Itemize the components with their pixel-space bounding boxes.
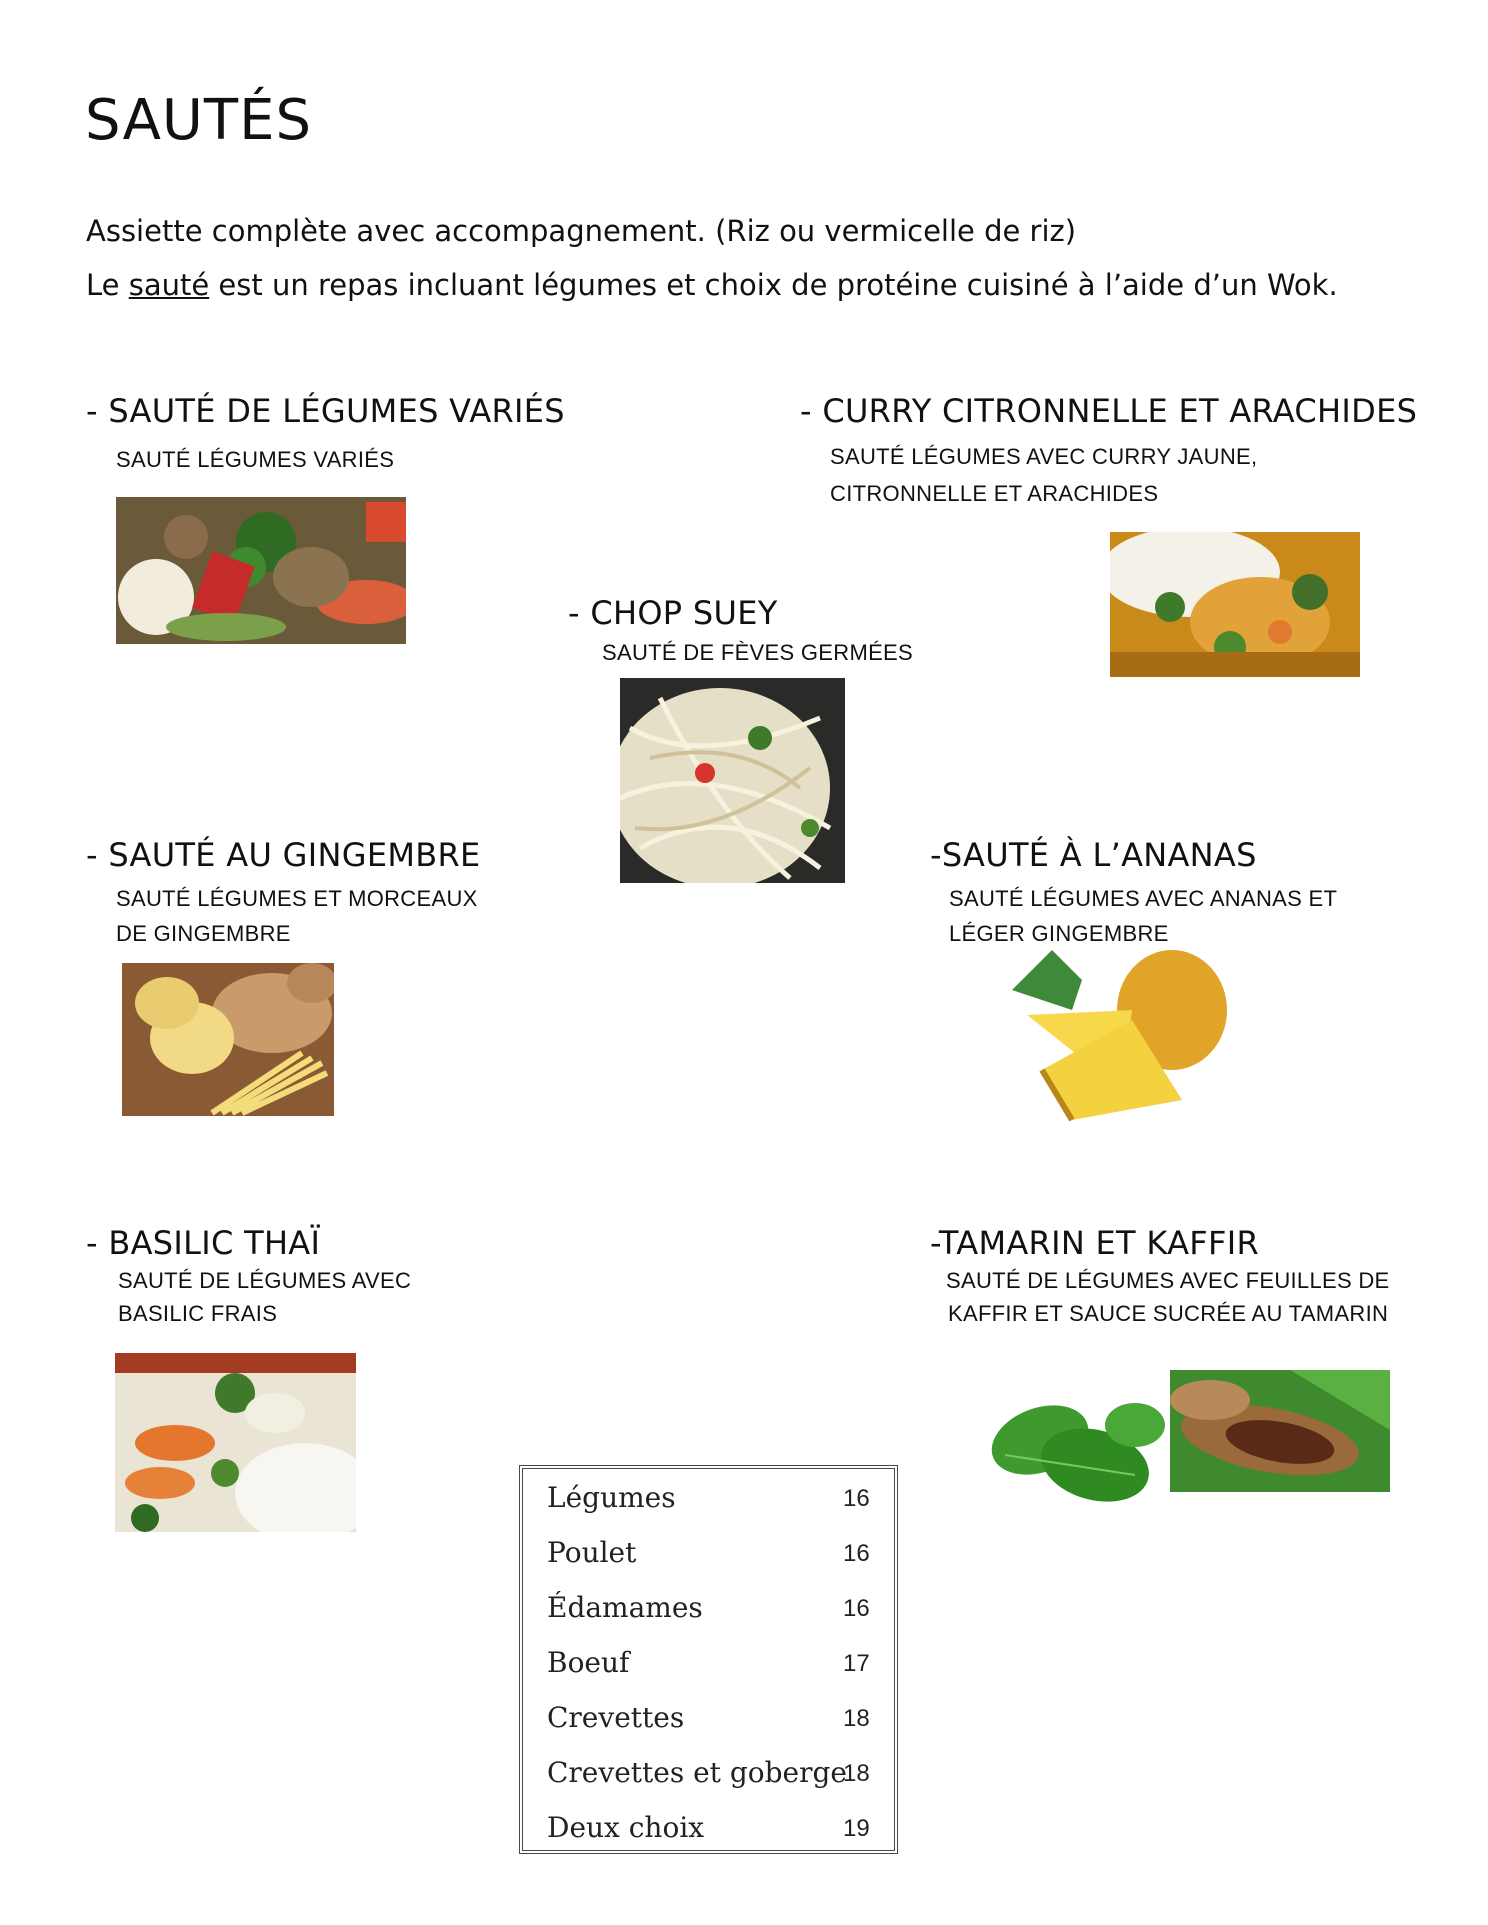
dish-desc-legumes-varies: SAUTÉ LÉGUMES VARIÉS — [116, 447, 395, 472]
price-row-name: Légumes — [547, 1481, 676, 1514]
dish-title-legumes-varies: - SAUTÉ DE LÉGUMES VARIÉS — [86, 392, 565, 430]
curry-dish-photo — [1110, 532, 1360, 677]
tamarind-photo — [1170, 1370, 1390, 1492]
dish-title-curry-citronnelle: - CURRY CITRONNELLE ET ARACHIDES — [800, 392, 1418, 430]
dish-desc-gingembre-line-2: DE GINGEMBRE — [116, 921, 291, 946]
dish-desc-basilic-line-2: BASILIC FRAIS — [118, 1301, 278, 1326]
dish-desc-tamarin-line-2: KAFFIR ET SAUCE SUCRÉE AU TAMARIN — [948, 1301, 1389, 1326]
price-row — [523, 1536, 894, 1591]
intro-line-2-underlined: sauté — [128, 268, 210, 302]
dish-title-tamarin-kaffir: -TAMARIN ET KAFFIR — [930, 1224, 1259, 1262]
thai-basil-dish-photo — [115, 1353, 356, 1532]
price-row-value: 18 — [843, 1760, 870, 1787]
price-row-name: Deux choix — [547, 1811, 705, 1844]
dish-title-chop-suey: - CHOP SUEY — [568, 594, 778, 632]
bean-sprouts-photo — [620, 678, 845, 883]
price-row-name: Boeuf — [547, 1646, 630, 1679]
intro-line-1: Assiette complète avec accompagnement. (Riz ou vermicelle de riz) — [86, 214, 1077, 248]
price-row-value: 19 — [843, 1815, 870, 1842]
intro-line-2-suffix: est un repas incluant légumes et choix de protéine cuisiné à l’aide d’un Wok. — [209, 268, 1338, 302]
kaffir-leaves-photo — [985, 1385, 1170, 1515]
mixed-vegetables-photo — [116, 497, 406, 644]
price-row — [523, 1811, 894, 1866]
price-row-value: 17 — [843, 1650, 870, 1677]
intro-line-2 — [86, 268, 1338, 302]
price-row-value: 16 — [843, 1485, 870, 1512]
price-row-value: 18 — [843, 1705, 870, 1732]
price-row — [523, 1756, 894, 1811]
price-row-value: 16 — [843, 1595, 870, 1622]
price-table — [519, 1465, 898, 1854]
dish-desc-tamarin-line-1: SAUTÉ DE LÉGUMES AVEC FEUILLES DE — [946, 1268, 1390, 1293]
dish-title-basilic-thai: - BASILIC THAÏ — [86, 1224, 321, 1262]
intro-line-2-prefix: Le — [86, 268, 129, 302]
ginger-root-photo — [122, 963, 334, 1116]
price-row — [523, 1591, 894, 1646]
price-row-name: Édamames — [547, 1591, 703, 1624]
price-row-value: 16 — [843, 1540, 870, 1567]
dish-desc-ananas-line-2: LÉGER GINGEMBRE — [949, 921, 1169, 946]
dish-title-ananas: -SAUTÉ À L’ANANAS — [930, 836, 1257, 874]
dish-title-gingembre: - SAUTÉ AU GINGEMBRE — [86, 836, 481, 874]
price-row-name: Poulet — [547, 1536, 637, 1569]
price-row — [523, 1701, 894, 1756]
price-row-name: Crevettes et goberge — [547, 1756, 847, 1789]
dish-desc-chop-suey: SAUTÉ DE FÈVES GERMÉES — [602, 640, 914, 665]
price-row-name: Crevettes — [547, 1701, 685, 1734]
price-row — [523, 1646, 894, 1701]
pineapple-photo — [1012, 950, 1232, 1125]
dish-desc-basilic-line-1: SAUTÉ DE LÉGUMES AVEC — [118, 1268, 412, 1293]
dish-desc-ananas-line-1: SAUTÉ LÉGUMES AVEC ANANAS ET — [949, 886, 1338, 911]
dish-desc-curry-line-2: CITRONNELLE ET ARACHIDES — [830, 481, 1159, 506]
dish-desc-curry-line-1: SAUTÉ LÉGUMES AVEC CURRY JAUNE, — [830, 444, 1258, 469]
price-row — [523, 1481, 894, 1536]
page-title: SAUTÉS — [85, 88, 313, 153]
dish-desc-gingembre-line-1: SAUTÉ LÉGUMES ET MORCEAUX — [116, 886, 478, 911]
